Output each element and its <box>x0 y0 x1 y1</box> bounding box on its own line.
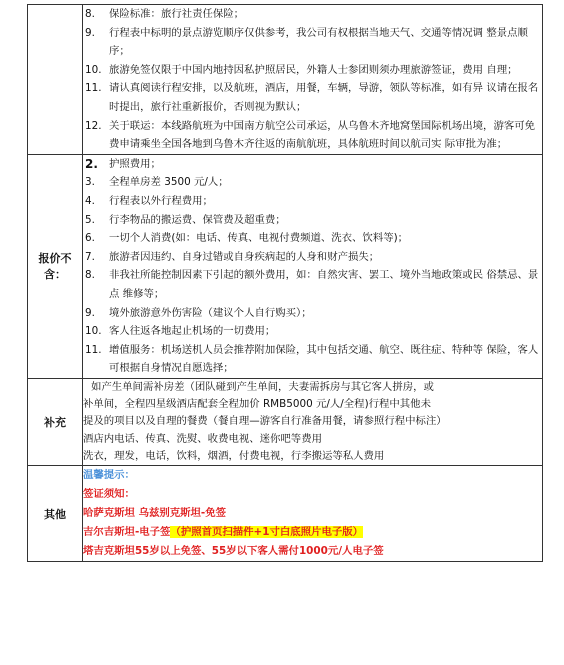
list-item-text: 护照费用； <box>109 157 161 170</box>
list-item-number: 11. <box>85 82 102 95</box>
excluded-content <box>83 154 543 378</box>
list-item-number: 4. <box>85 194 95 207</box>
list-item-text: 境外旅游意外伤害险（建议个人自行购买）； <box>109 306 312 319</box>
list-item-text: 请认真阅读行程安排，以及航班，酒店，用餐，车辆，导游，领队等标准，如有异 议请在报名时提出，旅行社重新报价，否则视为默认； <box>109 82 539 113</box>
list-item <box>83 322 542 341</box>
visa-kyrgyzstan-requirements: （护照首页扫描件+1寸白底照片电子版） <box>170 526 364 539</box>
list-item <box>83 79 542 116</box>
list-item-number: 7. <box>85 250 95 263</box>
list-item-text: 行李物品的搬运费、保管费及超重费； <box>109 213 286 226</box>
list-item-text: 旅游者因违约、自身过错或自身疾病起的人身和财产损失； <box>109 250 380 263</box>
list-item <box>83 155 542 174</box>
visa-tajikistan: 塔吉克斯坦55岁以上免签、55岁以下客人需付1000元/人电子签 <box>83 545 384 558</box>
notes-label-cell <box>28 5 83 155</box>
list-item-number: 5. <box>85 213 95 226</box>
supplement-content <box>83 378 543 465</box>
visa-title: 签证须知： <box>83 488 135 501</box>
list-item <box>83 117 542 154</box>
visa-kazakhstan-uzbekistan: 哈萨克斯坦 乌兹别克斯坦-免签 <box>83 507 227 520</box>
list-item-number: 8. <box>85 8 95 20</box>
other-row <box>28 466 543 562</box>
list-item-text: 旅游免签仅限于中国内地持因私护照居民，外籍人士参团则须办理旅游签证，费用 自理； <box>109 63 518 76</box>
supplement-line: 如产生单间需补房差（团队碰到产生单间，夫妻需拆房与其它客人拼房，或 <box>91 380 434 393</box>
list-item <box>83 229 542 248</box>
list-item-text: 保险标准：旅行社责任保险； <box>109 8 245 20</box>
list-item-number: 6. <box>85 232 95 245</box>
list-item-text: 客人往返各地起止机场的一切费用； <box>109 325 276 338</box>
list-item <box>83 341 542 378</box>
list-item <box>83 304 542 323</box>
supplement-line: 酒店内电话、传真、洗熨、收费电视、迷你吧等费用 <box>83 432 322 445</box>
list-item-number: 10. <box>85 325 102 338</box>
list-item-text: 行程表中标明的景点游览顺序仅供参考，我公司有权根据当地天气、交通等情况调 整景点顺序； <box>109 26 528 58</box>
list-item-number: 9. <box>85 26 95 39</box>
list-item-number: 10. <box>85 63 102 76</box>
list-item <box>83 248 542 267</box>
supplement-line: 提及的项目以及自理的餐费（餐自理—游客自行准备用餐，请参照行程中标注） <box>83 415 447 428</box>
tip-heading: 温馨提示： <box>83 469 135 482</box>
list-item <box>83 173 542 192</box>
list-item <box>83 266 542 303</box>
list-item <box>83 61 542 80</box>
list-item-text: 一切个人消费(如：电话、传真、电视付费频道、洗衣、饮料等)； <box>109 232 409 245</box>
list-item-text: 全程单房差 3500 元/人； <box>109 176 229 189</box>
list-item-text: 行程表以外行程费用； <box>109 194 213 207</box>
other-label: 其他 <box>28 466 83 562</box>
list-item-text: 增值服务：机场送机人员会推荐附加保险，其中包括交通、航空、既往症、特种等 保险，客人可根据自身情况自愿选择； <box>109 343 539 375</box>
itinerary-terms-table <box>27 4 543 562</box>
visa-kyrgyzstan <box>83 523 542 542</box>
list-item-number: 11. <box>85 343 102 356</box>
list-item <box>83 5 542 24</box>
visa-kyrgyzstan-text: 吉尔吉斯坦-电子签 <box>83 526 171 539</box>
supplement-line: 补单间，全程四星级酒店配套全程加价 RMB5000 元/人/全程)行程中其他未 <box>83 398 431 411</box>
list-item-number: 12. <box>85 119 102 132</box>
supplement-line: 洗衣，理发，电话，饮料，烟酒，付费电视，行李搬运等私人费用 <box>83 450 385 463</box>
list-item-number: 2. <box>85 156 98 171</box>
excluded-row <box>28 154 543 378</box>
list-item-text: 非我社所能控制因素下引起的额外费用，如：自然灾害、罢工、境外当地政策或民 俗禁忌、景点 维修等； <box>109 269 539 300</box>
excluded-label: 报价不含： <box>28 154 83 378</box>
notes-row <box>28 5 543 155</box>
other-content <box>83 466 543 562</box>
list-item-number: 3. <box>85 176 95 189</box>
list-item <box>83 192 542 211</box>
list-item <box>83 211 542 230</box>
list-item-number: 9. <box>85 306 95 319</box>
supplement-row <box>28 378 543 465</box>
supplement-label: 补充 <box>28 378 83 465</box>
list-item <box>83 24 542 61</box>
notes-content <box>83 5 543 155</box>
list-item-text: 关于联运：本线路航班为中国南方航空公司承运，从乌鲁木齐地窝堡国际机场出境，游客可免费申请乘坐全国各地到乌鲁木齐往返的南航航班，具体航班时间以航司实 际审批为准； <box>109 119 536 151</box>
list-item-number: 8. <box>85 269 95 282</box>
